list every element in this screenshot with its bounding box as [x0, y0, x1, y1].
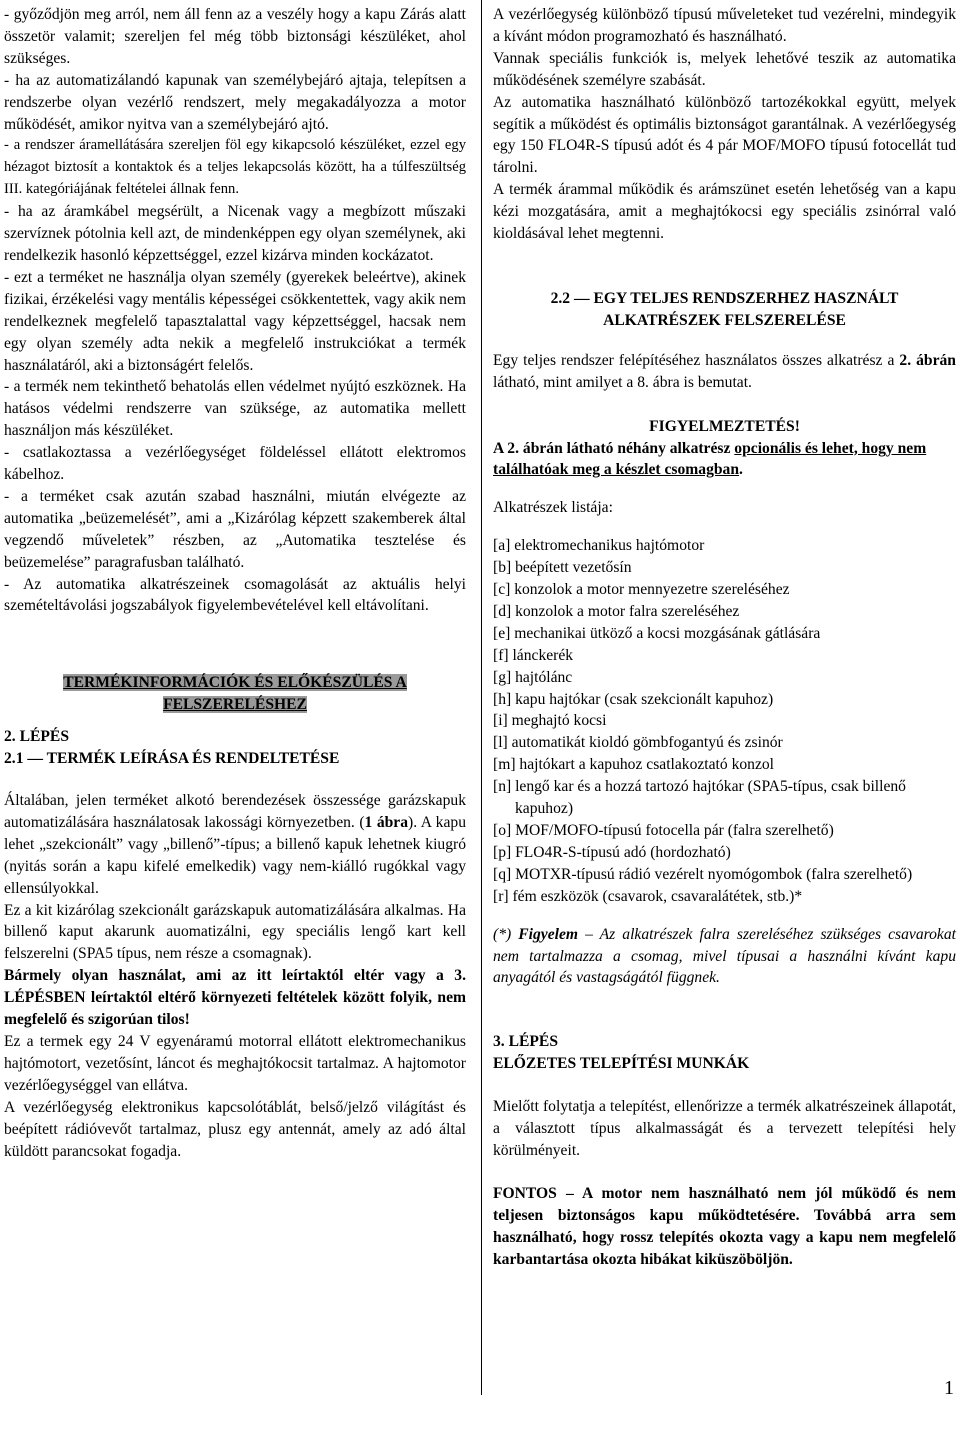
list-item: [q] MOTXR-típusú rádió vezérelt nyomógombok (falra szerelhető): [493, 865, 913, 883]
list-item: [o] MOF/MOFO-típusú fotocella pár (falra szerelhető): [493, 822, 834, 839]
paragraph: Ez a termek egy 24 V egyenáramú motorral ellátott elektromechanikus hajtómotort, vezetősínt, láncot és meghajtókocsit tartalmaz. A hajtomotor vezérlőegységgel van ellátva.: [4, 1032, 466, 1094]
paragraph: Egy teljes rendszer felépítéséhez használatos összes alkatrész a 2. ábrán látható, mint amilyet a 8. ábra is bemutat.: [493, 351, 956, 391]
list-item: [e] mechanikai ütköző a kocsi mozgásának gátlására: [493, 624, 821, 642]
paragraph: - a terméket csak azután szabad használni, miután elvégezte az automatika „beüzemelését”, ami a „Kizárólag képzett szakemberek által vegzendő műveletek” részben, az „Automatika tesztelése és beüzemelése” paragrafusban található.: [4, 487, 466, 571]
section-title-line-1: TERMÉKINFORMÁCIÓK ÉS ELŐKÉSZÜLÉS A: [63, 674, 407, 692]
page-number: 1: [944, 1377, 954, 1399]
warning-paragraph: Bármely olyan használat, ami az itt leírtaktól eltér vagy a 3. LÉPÉSBEN leírtaktól eltérő környezeti feltételek között folyik, nem megfelelő és szigorúan tilos!: [4, 967, 466, 1029]
paragraph: A vezérlőegység elektronikus kapcsolótáblát, belső/jelző világítást és beépített rádióvevőt tartalmaz, plusz egy antennát, amely az adó által küldött parancsokat fogadja.: [4, 1098, 466, 1160]
list-item: [m] hajtókart a kapuhoz csatlakoztató konzol: [493, 756, 775, 774]
list-item: [d] konzolok a motor falra szereléséhez: [493, 602, 740, 620]
list-item: [b] beépített vezetősín: [493, 559, 632, 577]
list-item: [h] kapu hajtókar (csak szekcionált kapuhoz): [493, 690, 774, 708]
footnote: (*) Figyelem – Az alkatrészek falra szereléséhez szükséges csavarokat nem tartalmazza a csomag, mivel típusai a használni kívánt kapu anyagától és vastagságától függnek.: [493, 925, 956, 987]
list-item: [l] automatikát kioldó gömbfogantyú és zsinór: [493, 734, 783, 752]
paragraph: - a termék nem tekinthető behatolás ellen védelmet nyújtó eszköznek. Ha hatásos védelmi rendszerre van szüksége, az automatika mellett használjon más készüléket.: [4, 378, 466, 440]
column-divider: [481, 0, 482, 1395]
warning-title: FIGYELMEZTETÉS!: [649, 417, 800, 435]
left-column: [4, 4, 466, 1162]
paragraph: - a rendszer áramellátására szereljen föl egy kikapcsoló készüléket, ezzel egy hézagot biztosít a kontaktok és a teljes lekapcsolás között, ha a túlfeszültség III. kategóriájának feltételei állnak fenn.: [4, 137, 466, 198]
paragraph: Általában, jelen terméket alkotó berendezések összessége garázskapuk automatizálására használatosak lakossági környezetben. (1 ábra). A kapu lehet „szekcionált” vagy „billenő”-típus; a billenő kapuk lehetnek kiugró (nyitás során a kapu kifelé emelkedik) vagy nem-kiálló rugókkal vagy ellensúlyokkal.: [4, 792, 466, 897]
list-item: [c] konzolok a motor mennyezetre szereléséhez: [493, 581, 790, 599]
section-title: [4, 672, 466, 716]
list-item: [p] FLO4R-S-típusú adó (hordozható): [493, 843, 731, 861]
paragraph: A termék árammal működik és arámszünet esetén lehetőség van a kapu kézi mozgatására, amit a meghajtókocsi egy speciális zsinórral való kioldásával lehet megtenni.: [493, 181, 956, 243]
list-item: [r] fém eszközök (csavarok, csavaralátétek, stb.)*: [493, 887, 803, 905]
list-item: [n] lengő kar és a hozzá tartozó hajtókar (SPA5-típus, csak billenő kapuhoz): [493, 778, 906, 818]
list-item: [a] elektromechanikus hajtómotor: [493, 537, 705, 555]
step-heading: 2. LÉPÉS: [4, 728, 69, 746]
paragraph: Az automatika használható különböző tartozékokkal együtt, melyek segítik a működést és optimális biztonságot garantálnak. A vezérlőegység egy 150 FLO4R-S típusú adót és 4 pár MOF/MOFO típusú fotocellát tud tárolni.: [493, 93, 956, 177]
paragraph: - ezt a terméket ne használja olyan személy (gyerekek beleértve), akinek fizikai, érzékelési vagy mentális képességei csökkentettek, vagy akik nem rendelkeznek megfelelő tapasztalattal vagy képzettséggel, hacsak nem egy olyan személy adta nekik a megfelelő instrukciókat a termék használatáról, aki a biztonságért felelős.: [4, 268, 466, 374]
paragraph: Mielőtt folytatja a telepítést, ellenőrizze a termék alkatrészeinek állapotát, a választott típus alkalmasságát és a tervezett telepítési hely körülményeit.: [493, 1098, 956, 1159]
list-title: Alkatrészek listája:: [493, 499, 613, 517]
paragraph: - győződjön meg arról, nem áll fenn az a veszély hogy a kapu Zárás alatt összetör valamit; szereljen fel még több biztonsági készüléket, ahol szükséges.: [4, 6, 466, 67]
paragraph: Vannak speciális funkciók is, melyek lehetővé teszik az automatika működésének személyre szabását.: [493, 49, 956, 89]
paragraph: Ez a kit kizárólag szekcionált garázskapuk automatizálására alkalmas. Ha billenő kaput akarunk auomatizálni, egy speciális lengő kart kell felszerelni (SPA5 típus, nem része a csomagnak).: [4, 901, 466, 963]
list-item: [g] hajtólánc: [493, 668, 573, 686]
list-item: [f] lánckerék: [493, 646, 574, 664]
paragraph: - ha az automatizálandó kapunak van személybejáró ajtaja, telepítsen a rendszerbe olyan vezérlő rendszert, mely megakadályozza a motor működését, amikor nyitva van a személybejáró ajtó.: [4, 71, 466, 133]
parts-list: [493, 535, 956, 907]
important-paragraph: FONTOS – A motor nem használható nem jól működő és nem teljesen biztonságos kapu működtetésére. Továbbá arra sem használható, hogy rossz telepítés okozta vagy a kapu nem megfelelő karbantartása okozta hibákat kiküszöböljön.: [493, 1184, 956, 1268]
paragraph: A vezérlőegység különböző típusú műveleteket tud vezérelni, mindegyik a kívánt módon programozható és használható.: [493, 6, 956, 45]
step-heading: 3. LÉPÉS: [493, 1033, 558, 1051]
right-column: [493, 4, 956, 1271]
paragraph: - csatlakoztassa a vezérlőegységet földeléssel ellátott elektromos kábelhoz.: [4, 444, 466, 484]
section-title-line-2: FELSZERELÉSHEZ: [163, 696, 307, 714]
subsection-heading: 2.2 — EGY TELJES RENDSZERHEZ HASZNÁLT ALKATRÉSZEK FELSZERELÉSE: [550, 289, 899, 329]
warning-text: A 2. ábrán látható néhány alkatrész opcionális és lehet, hogy nem találhatóak meg a készlet csomagban.: [493, 439, 927, 479]
paragraph: - ha az áramkábel megsérült, a Nicenak vagy a megbízott műszaki szervíznek pótolnia kell azt, de mindenképpen egy olyan személynek, aki rendelkezik hasonló képzettséggel, ezzel kizárva minden kockázatot.: [4, 203, 466, 264]
list-item: [i] meghajtó kocsi: [493, 712, 607, 730]
subsection-heading: 2.1 — TERMÉK LEÍRÁSA ÉS RENDELTETÉSE: [4, 750, 340, 768]
subsection-heading: ELŐZETES TELEPÍTÉSI MUNKÁK: [493, 1055, 750, 1073]
paragraph: - Az automatika alkatrészeinek csomagolását az aktuális helyi szemételtávolási jogszabályok figyelembevételével kell eltávolítani.: [4, 575, 466, 615]
